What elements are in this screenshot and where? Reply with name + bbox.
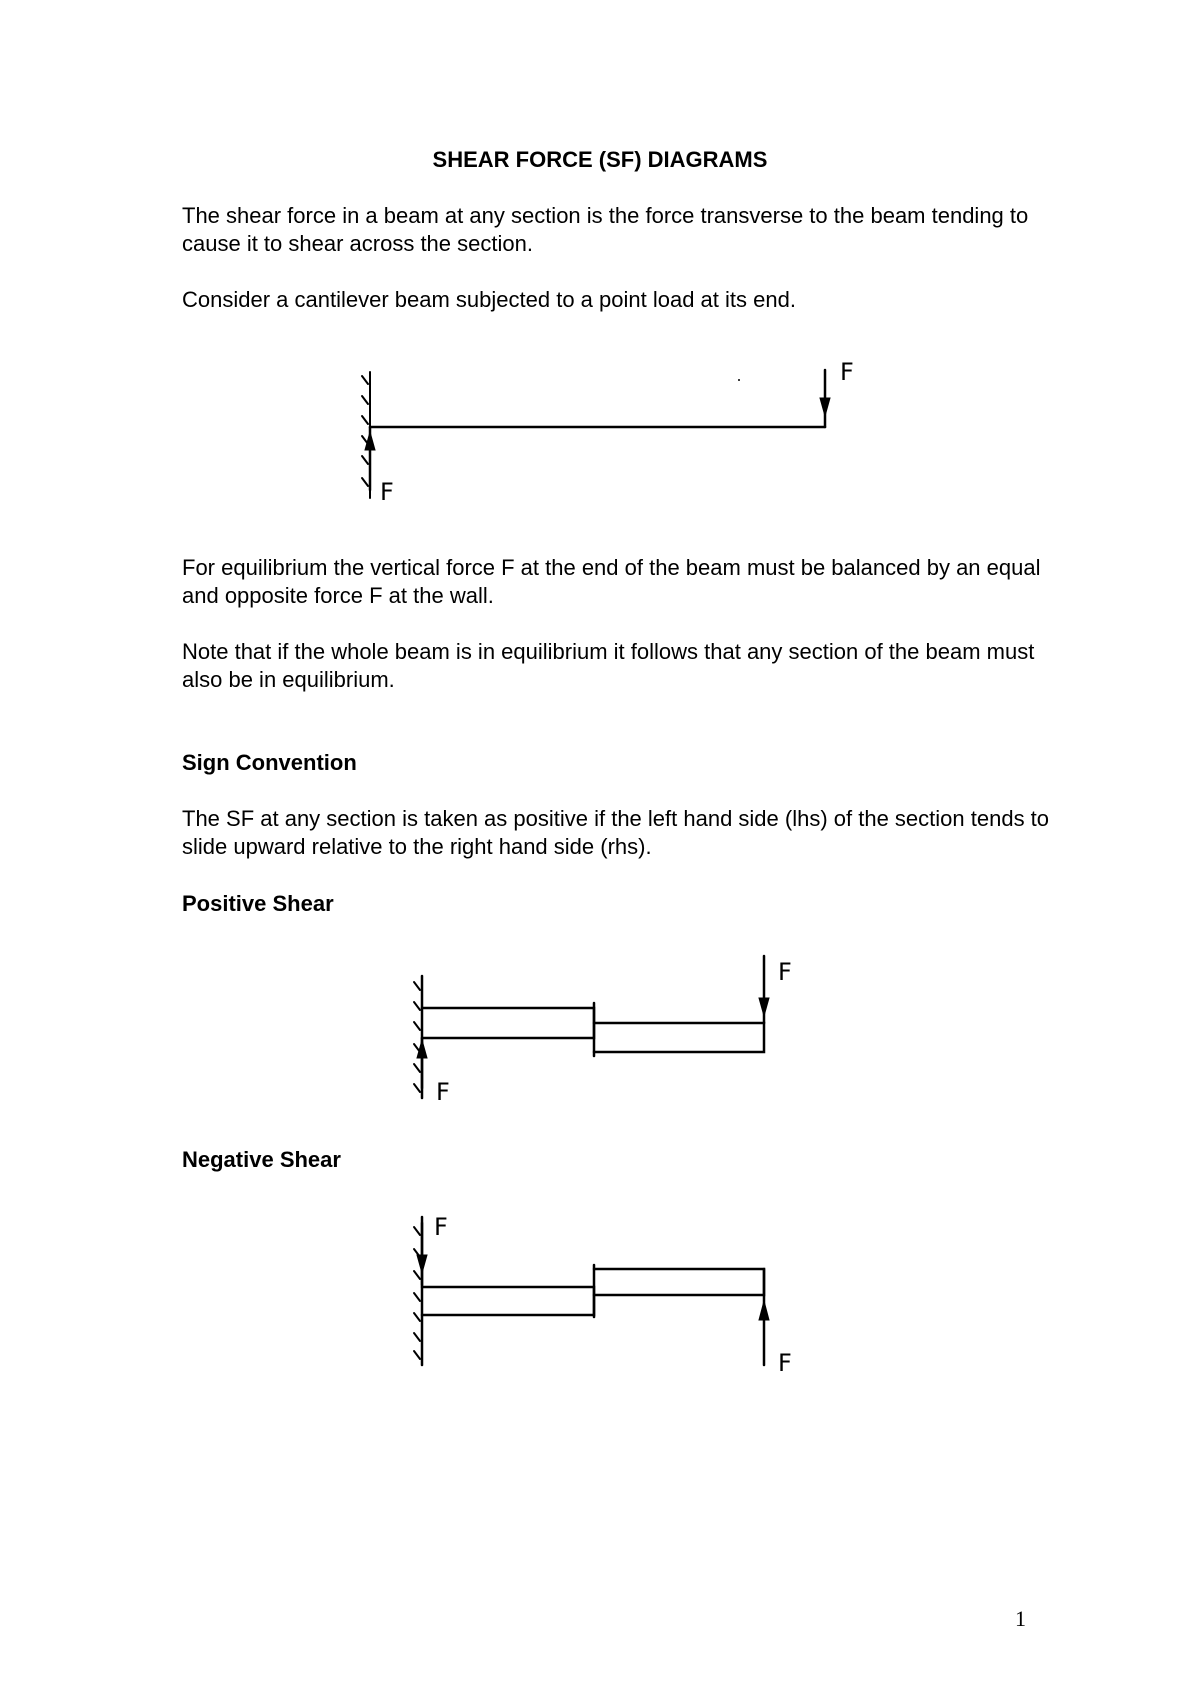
wall-hatching <box>362 376 368 486</box>
load-label: F <box>434 1213 448 1241</box>
reaction-label: F <box>380 478 394 506</box>
reaction-label: F <box>436 1078 450 1106</box>
equilibrium-paragraph: For equilibrium the vertical force F at the end of the beam must be balanced by an equal and opposite force F at the wall. <box>182 555 1041 608</box>
reaction-arrow-head <box>759 1301 769 1320</box>
wall-hatching <box>414 982 420 1092</box>
page-number: 1 <box>1015 1606 1026 1631</box>
negative-shear-heading: Negative Shear <box>182 1147 341 1172</box>
intro-paragraph: The shear force in a beam at any section is the force transverse to the beam tending to cause it to shear across the section. <box>182 203 1029 256</box>
load-label: F <box>840 358 854 386</box>
negative-shear-diagram <box>400 1205 820 1380</box>
speck <box>738 379 740 381</box>
sign-rule-paragraph: The SF at any section is taken as positive if the left hand side (lhs) of the section tends to slide upward relative to the right hand side (rhs). <box>182 806 1050 859</box>
cantilever-diagram <box>350 350 870 510</box>
page-title: SHEAR FORCE (SF) DIAGRAMS <box>432 147 768 172</box>
sign-convention-heading: Sign Convention <box>182 750 357 775</box>
right-segment <box>594 1269 764 1295</box>
load-arrow-head <box>759 998 769 1016</box>
load-label: F <box>778 958 792 986</box>
consider-paragraph: Consider a cantilever beam subjected to a point load at its end. <box>182 287 796 312</box>
left-segment <box>422 1287 594 1315</box>
note-paragraph: Note that if the whole beam is in equilibrium it follows that any section of the beam must also be in equilibrium. <box>182 639 1035 692</box>
positive-shear-heading: Positive Shear <box>182 891 334 916</box>
left-segment <box>422 1008 594 1038</box>
positive-shear-diagram <box>400 948 820 1108</box>
load-arrow-head <box>820 398 830 416</box>
load-arrow-head <box>417 1255 427 1273</box>
reaction-label: F <box>778 1349 792 1377</box>
wall-hatching <box>414 1227 420 1359</box>
right-segment <box>594 1023 764 1052</box>
